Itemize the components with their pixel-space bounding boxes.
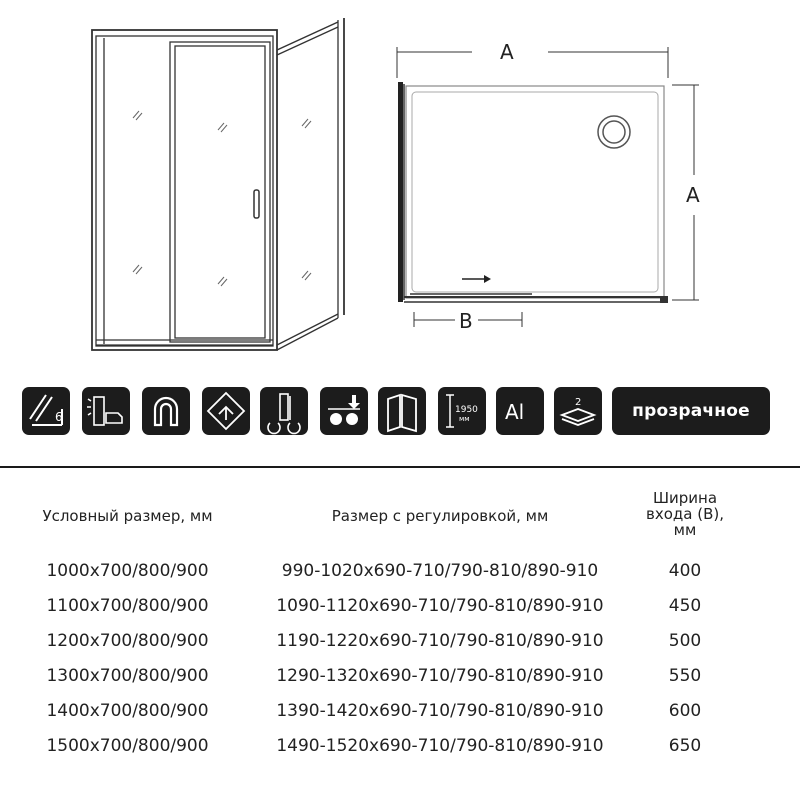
cell-adjust: 1090-1120x690-710/790-810/890-910	[276, 596, 604, 616]
side-panel-icon	[378, 387, 426, 435]
cell-nominal: 1300x700/800/900	[46, 666, 209, 686]
header-adjust-size: Размер с регулировкой, мм	[331, 507, 549, 525]
svg-text:6: 6	[55, 410, 63, 424]
table-row	[0, 696, 800, 726]
cell-nominal: 1100x700/800/900	[46, 596, 209, 616]
profile-adjust-icon	[260, 387, 308, 435]
cell-entrance: 500	[668, 631, 702, 651]
svg-text:1950: 1950	[455, 405, 478, 415]
glass-type-badge: прозрачное	[612, 387, 770, 435]
layers-icon	[554, 387, 602, 435]
table-row	[0, 556, 800, 586]
cell-nominal: 1200x700/800/900	[46, 631, 209, 651]
cell-nominal: 1400x700/800/900	[46, 701, 209, 721]
section-divider	[0, 466, 800, 468]
svg-text:2: 2	[575, 397, 582, 408]
cell-entrance: 600	[668, 701, 702, 721]
shower-enclosure-drawing	[80, 15, 360, 370]
glass-6mm-icon	[22, 387, 70, 435]
cell-nominal: 1500x700/800/900	[46, 736, 209, 756]
easy-clean-icon	[82, 387, 130, 435]
cell-entrance: 450	[668, 596, 702, 616]
table-row	[0, 591, 800, 621]
cell-adjust: 1290-1320x690-710/790-810/890-910	[276, 666, 604, 686]
table-row	[0, 731, 800, 761]
magnet-icon	[142, 387, 190, 435]
header-entrance-line2: входа (В),	[646, 505, 724, 523]
cell-adjust: 1490-1520x690-710/790-810/890-910	[276, 736, 604, 756]
cell-nominal: 1000x700/800/900	[46, 561, 209, 581]
svg-text:Al: Al	[505, 400, 525, 424]
header-nominal-size: Условный размер, мм	[42, 507, 213, 525]
dimension-b: B	[459, 309, 473, 333]
height-icon	[438, 387, 486, 435]
table-row	[0, 661, 800, 691]
cell-adjust: 1190-1220x690-710/790-810/890-910	[276, 631, 604, 651]
cell-entrance: 650	[668, 736, 702, 756]
header-entrance-line3: мм	[673, 521, 697, 539]
header-entrance-width	[635, 490, 735, 538]
cell-entrance: 400	[668, 561, 702, 581]
table-row	[0, 626, 800, 656]
cell-adjust: 1390-1420x690-710/790-810/890-910	[276, 701, 604, 721]
aluminium-icon	[496, 387, 544, 435]
rollers-icon	[320, 387, 368, 435]
svg-text:мм: мм	[459, 415, 470, 423]
dimension-a-top: A	[500, 40, 514, 64]
cell-adjust: 990-1020x690-710/790-810/890-910	[281, 561, 599, 581]
reversible-icon	[202, 387, 250, 435]
cell-entrance: 550	[668, 666, 702, 686]
plan-view-drawing	[385, 35, 715, 335]
dimension-a-side: A	[686, 183, 700, 207]
header-entrance-line1: Ширина	[652, 489, 718, 507]
